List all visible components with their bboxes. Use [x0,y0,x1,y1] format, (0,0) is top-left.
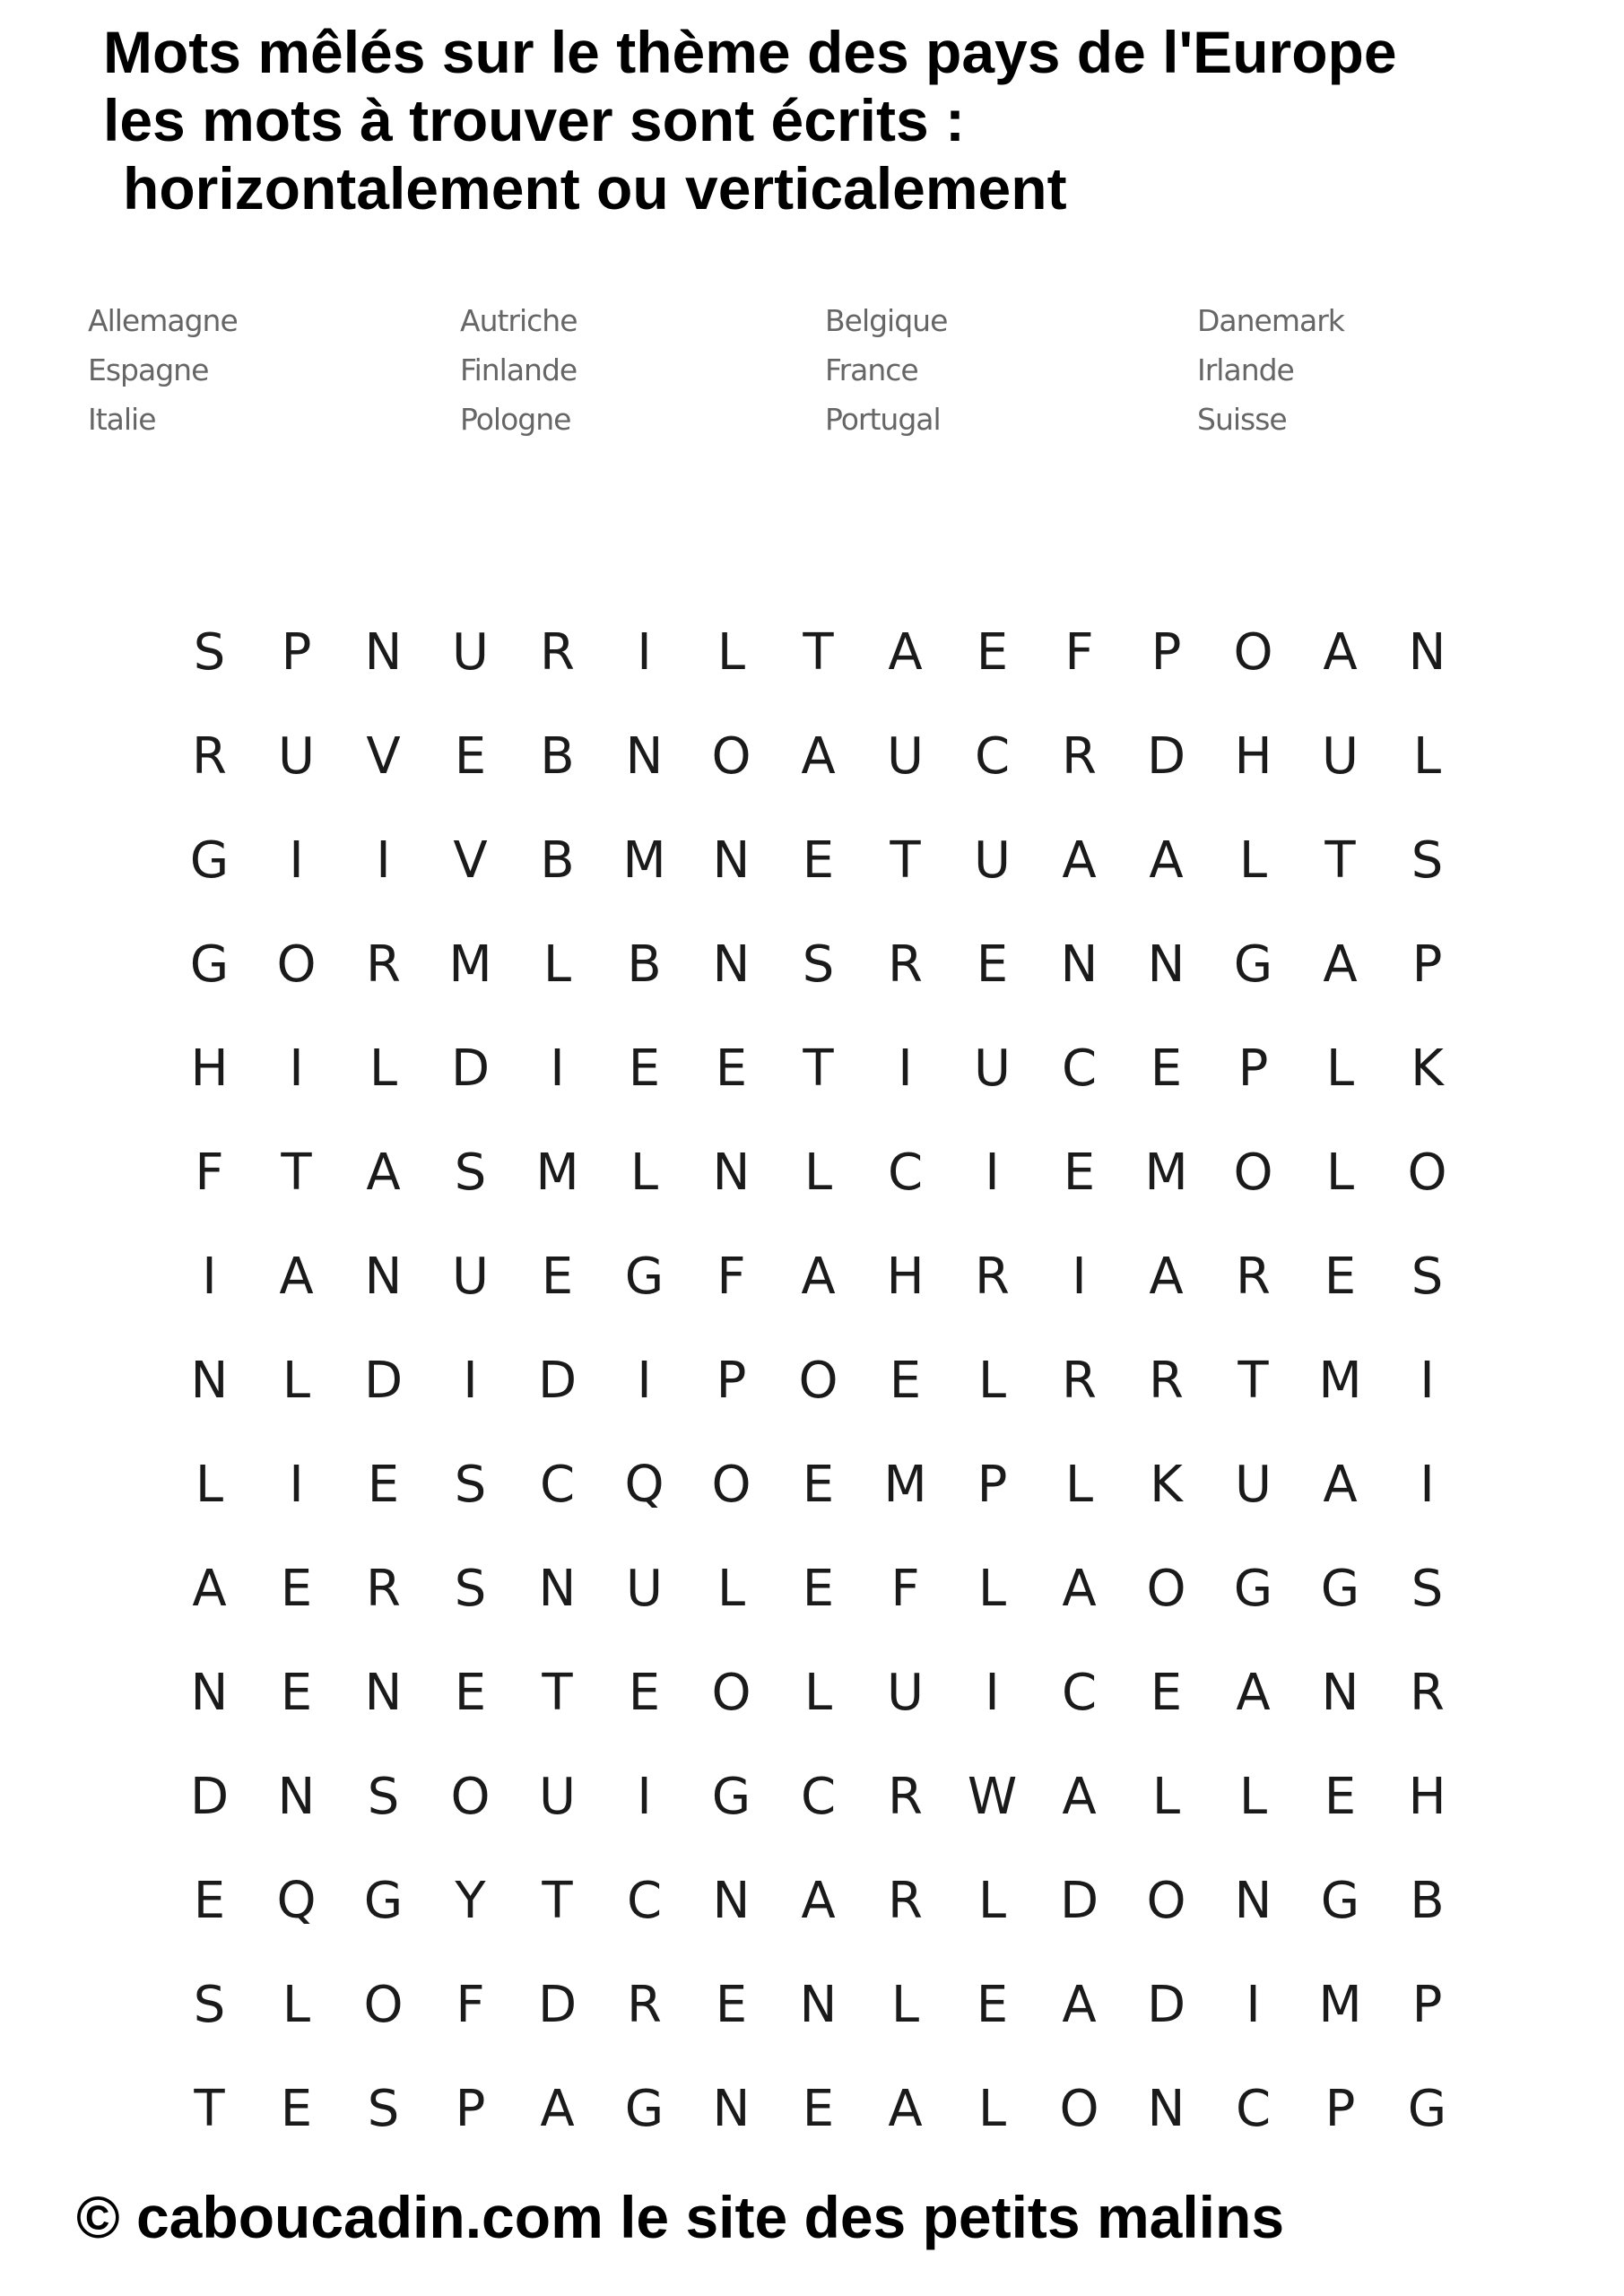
grid-letter[interactable]: S [367,2080,400,2138]
grid-letter[interactable]: U [1322,727,1359,786]
grid-letter[interactable]: N [277,1768,316,1826]
grid-letter[interactable]: N [190,1352,229,1410]
grid-letter[interactable]: A [1149,831,1184,890]
grid-letter[interactable]: L [282,1352,311,1410]
grid-letter[interactable]: T [803,623,834,682]
grid-letter[interactable]: E [1150,1039,1183,1098]
grid-letter[interactable]: A [888,623,923,682]
word-list-column-3 [825,296,947,444]
grid-letter[interactable]: L [977,2080,1007,2138]
grid-letter[interactable]: L [1412,727,1442,786]
grid-letter[interactable]: E [802,2080,835,2138]
grid-letter[interactable]: A [1062,1560,1097,1618]
grid-letter[interactable]: L [977,1872,1007,1930]
grid-letter[interactable]: L [543,935,572,994]
word-item: Irlande [1197,352,1294,387]
grid-letter[interactable]: N [1060,935,1099,994]
grid-letter[interactable]: G [189,831,230,890]
grid-letter[interactable]: O [1146,1872,1186,1930]
grid-row [166,1433,1484,1537]
grid-letter[interactable]: R [366,1560,401,1618]
grid-letter[interactable]: A [801,1248,836,1306]
grid-letter[interactable]: U [539,1768,576,1826]
grid-letter[interactable]: R [1149,1352,1184,1410]
grid-letter[interactable]: L [890,1976,920,2034]
grid-letter[interactable]: E [1150,1664,1183,1722]
grid-letter[interactable]: F [890,1560,920,1618]
grid-letter[interactable]: P [1324,2080,1356,2138]
grid-letter[interactable]: P [455,2080,486,2138]
grid-letter[interactable]: G [1320,1560,1360,1618]
grid-letter[interactable]: N [712,1872,751,1930]
grid-letter[interactable]: L [977,1352,1007,1410]
grid-letter[interactable]: E [715,1976,748,2034]
grid-letter[interactable]: U [974,831,1011,890]
grid-letter[interactable]: A [801,727,836,786]
grid-letter[interactable]: R [192,727,227,786]
grid-letter[interactable]: K [1150,1456,1183,1514]
grid-letter[interactable]: A [1149,1248,1184,1306]
grid-letter[interactable]: C [626,1872,663,1930]
grid-letter[interactable]: Y [455,1872,486,1930]
grid-letter[interactable]: O [711,1664,751,1722]
grid-letter[interactable]: E [454,727,487,786]
word-list [88,296,1433,457]
grid-letter[interactable]: S [454,1144,487,1202]
grid-letter[interactable]: K [1411,1039,1444,1098]
grid-letter[interactable]: L [195,1456,224,1514]
grid-letter[interactable]: I [289,1456,304,1514]
grid-letter[interactable]: I [1246,1976,1261,2034]
grid-letter[interactable]: B [540,831,575,890]
title-line-3: horizontalement ou verticalement [123,155,1067,222]
grid-letter[interactable]: P [281,623,312,682]
grid-letter[interactable]: N [364,623,403,682]
grid-letter[interactable]: A [888,2080,923,2138]
grid-letter[interactable]: E [802,1456,835,1514]
grid-letter[interactable]: C [1061,1039,1098,1098]
grid-letter[interactable]: A [1323,1456,1358,1514]
grid-letter[interactable]: F [716,1248,746,1306]
grid-letter[interactable]: S [454,1456,487,1514]
grid-letter[interactable]: E [715,1039,748,1098]
grid-letter[interactable]: N [799,1976,838,2034]
puzzle-title [103,18,1592,222]
word-item: Italie [88,402,156,437]
grid-row [166,601,1484,705]
word-item: France [825,352,918,387]
grid-letter[interactable]: A [540,2080,575,2138]
grid-letter[interactable]: W [967,1768,1018,1826]
grid-letter[interactable]: R [1062,727,1097,786]
grid-letter[interactable]: V [366,727,401,786]
grid-letter[interactable]: D [189,1768,230,1826]
grid-letter[interactable]: D [1146,727,1186,786]
grid-letter[interactable]: E [454,1664,487,1722]
word-list-column-2 [460,296,578,444]
grid-row [166,1641,1484,1745]
grid-letter[interactable]: L [716,1560,746,1618]
grid-letter[interactable]: L [1238,831,1268,890]
grid-letter[interactable]: O [1233,1144,1273,1202]
grid-letter[interactable]: R [366,935,401,994]
grid-letter[interactable]: B [627,935,662,994]
grid-letter[interactable]: A [366,1144,401,1202]
grid-letter[interactable]: S [802,935,835,994]
word-item: Pologne [460,402,571,437]
grid-row [166,1849,1484,1953]
grid-letter[interactable]: G [1233,935,1273,994]
grid-letter[interactable]: N [1147,935,1185,994]
grid-letter[interactable]: B [1410,1872,1445,1930]
grid-letter[interactable]: L [716,623,746,682]
grid-row [166,1121,1484,1225]
grid-letter[interactable]: S [1411,831,1444,890]
grid-letter[interactable]: A [1062,831,1097,890]
grid-letter[interactable]: I [550,1039,565,1098]
grid-letter[interactable]: D [1146,1976,1186,2034]
grid-letter[interactable]: S [454,1560,487,1618]
grid-letter[interactable]: M [448,935,492,994]
grid-letter[interactable]: T [542,1872,573,1930]
letter-grid [166,601,1484,2161]
grid-letter[interactable]: E [976,623,1009,682]
grid-letter[interactable]: E [976,935,1009,994]
grid-letter[interactable]: D [450,1039,491,1098]
grid-letter[interactable]: U [278,727,315,786]
word-item: Suisse [1197,402,1287,437]
grid-letter[interactable]: I [463,1352,478,1410]
grid-letter[interactable]: I [637,1352,652,1410]
grid-letter[interactable]: L [1238,1768,1268,1826]
grid-letter[interactable]: L [803,1144,833,1202]
grid-letter[interactable]: M [1318,1976,1362,2034]
grid-letter[interactable]: I [898,1039,913,1098]
grid-letter[interactable]: D [1059,1872,1099,1930]
grid-letter[interactable]: O [711,727,751,786]
grid-letter[interactable]: I [985,1664,1000,1722]
grid-letter[interactable]: F [1064,623,1094,682]
grid-letter[interactable]: N [712,831,751,890]
grid-letter[interactable]: L [1325,1144,1355,1202]
grid-letter[interactable]: E [628,1039,661,1098]
grid-letter[interactable]: O [1059,2080,1099,2138]
grid-letter[interactable]: H [1408,1768,1446,1826]
grid-letter[interactable]: G [1407,2080,1447,2138]
grid-letter[interactable]: T [803,1039,834,1098]
grid-letter[interactable]: P [1411,1976,1443,2034]
grid-letter[interactable]: M [622,831,666,890]
grid-letter[interactable]: S [193,623,226,682]
grid-letter[interactable]: T [890,831,921,890]
grid-letter[interactable]: N [1321,1664,1359,1722]
grid-letter[interactable]: U [452,623,489,682]
grid-letter[interactable]: C [1061,1664,1098,1722]
grid-letter[interactable]: C [974,727,1011,786]
grid-letter[interactable]: E [628,1664,661,1722]
grid-row [166,1745,1484,1849]
grid-letter[interactable]: D [363,1352,404,1410]
grid-letter[interactable]: R [888,935,923,994]
grid-letter[interactable]: D [537,1976,578,2034]
grid-letter[interactable]: E [1324,1768,1357,1826]
grid-letter[interactable]: O [1233,623,1273,682]
grid-letter[interactable]: L [630,1144,659,1202]
grid-letter[interactable]: E [280,1560,313,1618]
word-item: Danemark [1197,303,1344,338]
grid-letter[interactable]: N [625,727,664,786]
grid-letter[interactable]: U [452,1248,489,1306]
word-item: Finlande [460,352,578,387]
word-list-column-4 [1197,296,1344,444]
grid-letter[interactable]: M [1144,1144,1188,1202]
grid-letter[interactable]: C [887,1144,924,1202]
grid-letter[interactable]: G [363,1872,404,1930]
grid-letter[interactable]: A [1062,1976,1097,2034]
grid-letter[interactable]: H [1234,727,1272,786]
grid-letter[interactable]: T [542,1664,573,1722]
grid-letter[interactable]: I [289,831,304,890]
grid-letter[interactable]: C [539,1456,576,1514]
grid-letter[interactable]: Q [624,1456,664,1514]
grid-letter[interactable]: S [1411,1560,1444,1618]
grid-letter[interactable]: R [1236,1248,1271,1306]
grid-letter[interactable]: E [1063,1144,1096,1202]
grid-letter[interactable]: P [1411,935,1443,994]
grid-letter[interactable]: N [538,1560,577,1618]
grid-letter[interactable]: E [541,1248,574,1306]
grid-letter[interactable]: M [883,1456,927,1514]
grid-letter[interactable]: N [712,2080,751,2138]
grid-row [166,1225,1484,1329]
grid-letter[interactable]: O [276,935,317,994]
grid-letter[interactable]: I [985,1144,1000,1202]
grid-letter[interactable]: A [192,1560,227,1618]
grid-letter[interactable]: R [1062,1352,1097,1410]
grid-letter[interactable]: G [711,1768,751,1826]
grid-letter[interactable]: S [1411,1248,1444,1306]
word-item: Belgique [825,303,948,338]
grid-row [166,2057,1484,2161]
grid-letter[interactable]: S [193,1976,226,2034]
title-line-1: Mots mêlés sur le thème des pays de l'Europe [103,19,1397,85]
grid-letter[interactable]: N [1147,2080,1185,2138]
grid-letter[interactable]: A [801,1872,836,1930]
grid-letter[interactable]: L [977,1560,1007,1618]
grid-letter[interactable]: L [369,1039,398,1098]
grid-letter[interactable]: R [975,1248,1010,1306]
grid-letter[interactable]: H [190,1039,229,1098]
grid-letter[interactable]: E [280,1664,313,1722]
grid-letter[interactable]: I [1420,1456,1435,1514]
grid-letter[interactable]: P [1238,1039,1269,1098]
copyright-footer: © caboucadin.com le site des petits malins [76,2184,1285,2250]
grid-letter[interactable]: E [802,831,835,890]
grid-letter[interactable]: I [376,831,391,890]
grid-letter[interactable]: N [364,1248,403,1306]
grid-letter[interactable]: E [802,1560,835,1618]
grid-letter[interactable]: I [289,1039,304,1098]
grid-letter[interactable]: Q [276,1872,317,1930]
grid-row [166,1329,1484,1433]
grid-letter[interactable]: N [712,1144,751,1202]
grid-letter[interactable]: V [453,831,488,890]
grid-letter[interactable]: R [1410,1664,1445,1722]
grid-letter[interactable]: P [1151,623,1182,682]
grid-letter[interactable]: A [1323,935,1358,994]
grid-letter[interactable]: D [537,1352,578,1410]
grid-letter[interactable]: P [977,1456,1008,1514]
grid-letter[interactable]: I [202,1248,217,1306]
word-item: Allemagne [88,303,238,338]
grid-letter[interactable]: O [363,1976,404,2034]
grid-letter[interactable]: O [450,1768,491,1826]
grid-letter[interactable]: M [1318,1352,1362,1410]
grid-letter[interactable]: A [1236,1664,1271,1722]
grid-letter[interactable]: N [364,1664,403,1722]
grid-letter[interactable]: E [1324,1248,1357,1306]
grid-row [166,705,1484,809]
grid-letter[interactable]: A [1323,623,1358,682]
grid-letter[interactable]: F [456,1976,485,2034]
grid-letter[interactable]: L [803,1664,833,1722]
word-item: Portugal [825,402,941,437]
grid-letter[interactable]: N [190,1664,229,1722]
grid-letter[interactable]: C [800,1768,837,1826]
grid-letter[interactable]: P [716,1352,747,1410]
grid-letter[interactable]: G [624,2080,664,2138]
grid-letter[interactable]: G [624,1248,664,1306]
grid-letter[interactable]: A [279,1248,314,1306]
grid-letter[interactable]: H [886,1248,925,1306]
grid-letter[interactable]: O [1407,1144,1447,1202]
grid-letter[interactable]: E [280,2080,313,2138]
grid-letter[interactable]: U [887,727,924,786]
grid-letter[interactable]: E [367,1456,400,1514]
grid-letter[interactable]: G [189,935,230,994]
word-list-column-1 [88,296,238,444]
grid-letter[interactable]: T [1238,1352,1269,1410]
grid-letter[interactable]: U [626,1560,663,1618]
grid-letter[interactable]: E [889,1352,922,1410]
word-item: Autriche [460,303,578,338]
grid-letter[interactable]: U [887,1664,924,1722]
grid-letter[interactable]: R [888,1872,923,1930]
grid-row [166,1017,1484,1121]
grid-letter[interactable]: E [193,1872,226,1930]
grid-letter[interactable]: R [627,1976,662,2034]
grid-row [166,1953,1484,2057]
grid-letter[interactable]: N [712,935,751,994]
title-line-2: les mots à trouver sont écrits : [103,87,965,153]
grid-letter[interactable]: U [1235,1456,1272,1514]
grid-letter[interactable]: I [1420,1352,1435,1410]
grid-letter[interactable]: N [1234,1872,1272,1930]
grid-letter[interactable]: T [194,2080,225,2138]
grid-letter[interactable]: R [540,623,575,682]
grid-letter[interactable]: L [282,1976,311,2034]
grid-letter[interactable]: F [195,1144,224,1202]
grid-row [166,1537,1484,1641]
grid-letter[interactable]: B [540,727,575,786]
grid-letter[interactable]: O [1146,1560,1186,1618]
grid-letter[interactable]: I [637,623,652,682]
grid-letter[interactable]: E [976,1976,1009,2034]
grid-letter[interactable]: A [1062,1768,1097,1826]
grid-letter[interactable]: R [888,1768,923,1826]
grid-letter[interactable]: U [974,1039,1011,1098]
grid-letter[interactable]: O [711,1456,751,1514]
grid-letter[interactable]: L [1064,1456,1094,1514]
grid-letter[interactable]: O [798,1352,838,1410]
grid-letter[interactable]: S [367,1768,400,1826]
grid-letter[interactable]: G [1320,1872,1360,1930]
grid-row [166,809,1484,913]
grid-letter[interactable]: T [281,1144,312,1202]
grid-letter[interactable]: L [1325,1039,1355,1098]
grid-letter[interactable]: N [1408,623,1446,682]
grid-row [166,913,1484,1017]
grid-letter[interactable]: I [637,1768,652,1826]
grid-letter[interactable]: C [1235,2080,1272,2138]
word-item: Espagne [88,352,209,387]
grid-letter[interactable]: L [1151,1768,1181,1826]
grid-letter[interactable]: T [1324,831,1356,890]
grid-letter[interactable]: I [1072,1248,1087,1306]
grid-letter[interactable]: G [1233,1560,1273,1618]
grid-letter[interactable]: M [535,1144,579,1202]
